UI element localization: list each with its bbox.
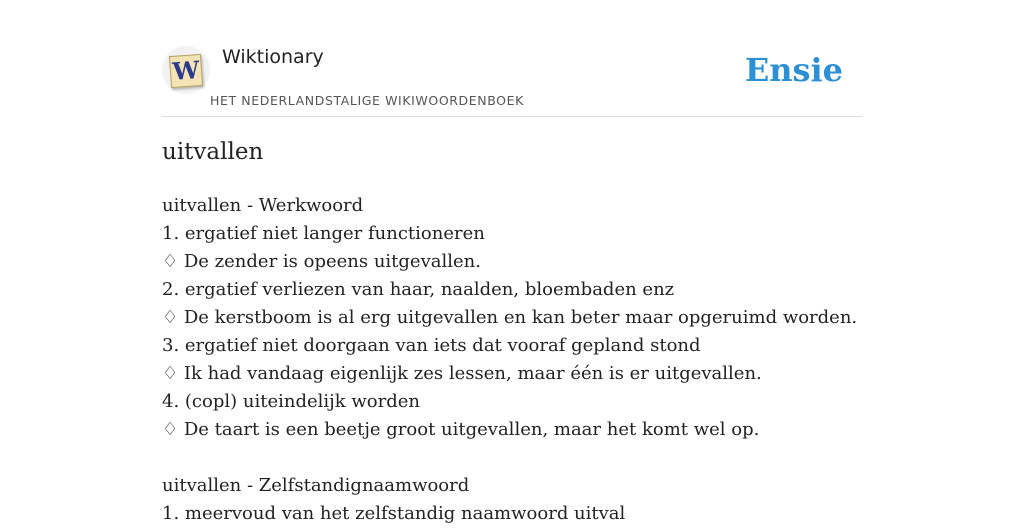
definition-line: 1. ergatief niet langer functioneren (162, 223, 485, 244)
wiktionary-logo-icon[interactable] (162, 46, 210, 94)
entry-content (162, 192, 862, 528)
noun-heading: uitvallen - Zelfstandignaamwoord (162, 475, 470, 496)
example-line: ♢ Ik had vandaag eigenlijk zes lessen, maar één is er uitgevallen. (162, 363, 762, 384)
site-tagline: HET NEDERLANDSTALIGE WIKIWOORDENBOEK (210, 93, 524, 108)
example-line: ♢ De kerstboom is al erg uitgevallen en kan beter maar opgeruimd worden. (162, 307, 858, 328)
definition-line: 1. meervoud van het zelfstandig naamwoord uitval (162, 503, 626, 524)
definition-line: 4. (copl) uiteindelijk worden (162, 391, 420, 412)
definition-line: 3. ergatief niet doorgaan van iets dat vooraf gepland stond (162, 335, 701, 356)
site-header (162, 0, 862, 117)
page (162, 0, 862, 524)
example-line: ♢ De zender is opeens uitgevallen. (162, 251, 481, 272)
example-line: ♢ De taart is een beetje groot uitgevallen, maar het komt wel op. (162, 419, 760, 440)
definition-line: 2. ergatief verliezen van haar, naalden, bloembaden enz (162, 279, 675, 300)
page-title: uitvallen (162, 139, 264, 165)
ensie-brand-link[interactable]: Ensie (744, 51, 843, 89)
logo-tile: W (169, 54, 203, 88)
verb-heading: uitvallen - Werkwoord (162, 195, 364, 216)
section-spacer (162, 444, 862, 472)
site-name[interactable]: Wiktionary (222, 46, 324, 68)
